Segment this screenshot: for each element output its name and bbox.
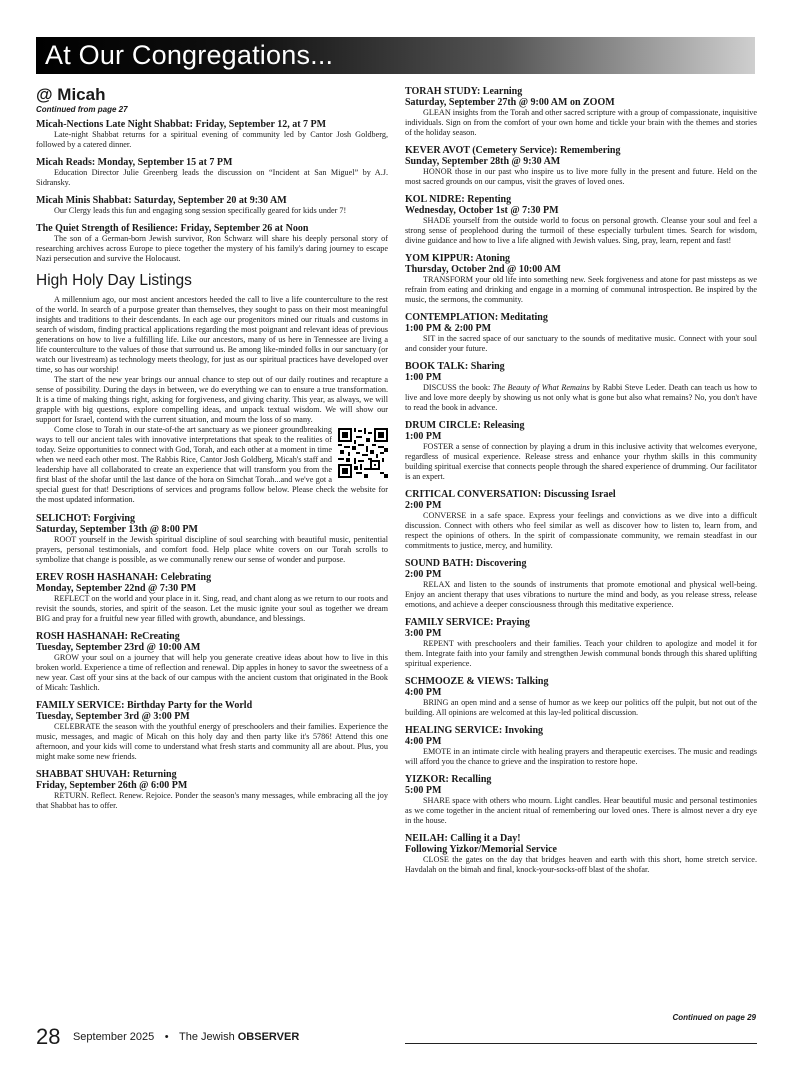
event-listing (405, 617, 757, 669)
right-events (405, 86, 757, 875)
event-title: CONTEMPLATION: Meditating (405, 312, 548, 323)
event-date: 2:00 PM (405, 500, 442, 511)
event-listing (36, 572, 388, 624)
qr-code-icon[interactable] (338, 428, 388, 478)
event-description: EMOTE in an intimate circle with healing prayers and therapeutic exercises. The music and readings will afford you the chance to grieve and the inspiration to restore hope. (405, 747, 757, 766)
event-description: GLEAN insights from the Torah and other sacred scripture with a group of compassionate, inquisitive individuals. Sign on from the comfort of your own home and tickle your brain with the themes and stories of the holiday season. (405, 108, 757, 137)
left-events (36, 513, 388, 811)
event-description: Our Clergy leads this fun and engaging song session specifically geared for kids under 7! (54, 206, 347, 215)
event-description: Late-night Shabbat returns for a spiritual evening of community led by Cantor Josh Goldberg, followed by a catered dinner. (36, 130, 388, 149)
page-footer (36, 1024, 299, 1050)
event-description: CELEBRATE the season with the youthful energy of preschoolers and their families. Experience the music, messages, and magic of Micah on this holy day and then party like it's 5786! Attend this one afternoon, and your kids will come to understand what fresh starts and community all are about. Plus, you might make some new friends. (36, 722, 388, 761)
event-listing (405, 194, 757, 246)
event-date: Tuesday, September 23rd @ 10:00 AM (36, 642, 201, 653)
event-title: SCHMOOZE & VIEWS: Talking (405, 676, 549, 687)
event-title: SELICHOT: Forgiving (36, 513, 135, 524)
event-description: RETURN. Reflect. Renew. Rejoice. Ponder the season's many messages, while embracing all the joy that Shabbat has to offer. (36, 791, 388, 810)
event-title: Micah Reads: Monday, September 15 at 7 PM (36, 157, 233, 168)
event-description: HONOR those in our past who inspire us to live more fully in the present and future. Held on the most sacred grounds on our campus, visit the graves of loved ones. (405, 167, 757, 186)
publication-name (179, 1031, 299, 1043)
event-title: NEILAH: Calling it a Day! (405, 833, 521, 844)
event-date: 1:00 PM & 2:00 PM (405, 323, 492, 334)
publication-prefix: The Jewish (179, 1031, 235, 1043)
micah-heading: @ Micah (36, 85, 106, 104)
event-date: 2:00 PM (405, 569, 442, 580)
event-date: Thursday, October 2nd @ 10:00 AM (405, 264, 561, 275)
event-title: FAMILY SERVICE: Praying (405, 617, 530, 628)
event-description: Education Director Julie Greenberg leads the discussion on “Incident at San Miguel” by A.J. Sidransky. (36, 168, 388, 187)
event-description: SHADE yourself from the outside world to focus on personal growth. Cleanse your soul and feel a strong sense of peoplehood during the turmoil of these especially turbulent times. Search for wisdom, divine guidance and how to live a life aligned with Jewish values. Sing, pray, learn, repent and fast! (405, 216, 757, 245)
event-description: TRANSFORM your old life into something new. Seek forgiveness and atone for past missteps as we refrain from eating and drinking and engage in a morning of communal introspection. Be inspired by the music, the sermons, the community. (405, 275, 757, 304)
event-description: CLOSE the gates on the day that bridges heaven and earth with this short, home stretch service. Havdalah on the bimah and final, knock-your-socks-off blast of the shofar. (405, 855, 757, 874)
event-date: 1:00 PM (405, 372, 442, 383)
event-date: 4:00 PM (405, 687, 442, 698)
event-title: BOOK TALK: Sharing (405, 361, 505, 372)
page-number: 28 (36, 1024, 61, 1049)
event-title: SHABBAT SHUVAH: Returning (36, 769, 177, 780)
event-date: Monday, September 22nd @ 7:30 PM (36, 583, 197, 594)
issue-date: September 2025 (72, 1031, 155, 1043)
event-title: SOUND BATH: Discovering (405, 558, 527, 569)
intro-paragraph: The start of the new year brings our annual chance to step out of our daily routines and recapture a sense of possibility. During the days in between, we do everything we can to ensure a true transformation. It is a time of making things right, asking for forgiveness, and giving charity. This year, as always, we will grapple with big questions, explore compelling ideas, and unpack textual wisdom. We will show our support for Israel, contend with the current situation, and mourn the loss of so many. (36, 375, 388, 424)
event-description: SIT in the sacred space of our sanctuary to the sounds of meditative music. Connect with your soul and consider your future. (405, 334, 757, 353)
event-date: 3:00 PM (405, 628, 442, 639)
continued-from-note: Continued from page 27 (36, 105, 128, 114)
event-listing (405, 725, 757, 767)
event-title: DRUM CIRCLE: Releasing (405, 420, 525, 431)
hhd-intro (36, 295, 388, 505)
event-description: ROOT yourself in the Jewish spiritual discipline of soul searching with beautiful music, penitential prayers, personal testimonials, and comfort food. Help place white covers on our Torah scrolls to symbolize that change is possible, as we communally renew our sense of wonder and purpose. (36, 535, 388, 564)
event-title: KOL NIDRE: Repenting (405, 194, 512, 205)
section-banner (36, 37, 755, 74)
event-date: Tuesday, September 3rd @ 3:00 PM (36, 711, 190, 722)
right-column (405, 86, 757, 882)
event-title: HEALING SERVICE: Invoking (405, 725, 544, 736)
event-date: 4:00 PM (405, 736, 442, 747)
event-title: Micah Minis Shabbat: Saturday, September 20 at 9:30 AM (36, 195, 287, 206)
event-description: SHARE space with others who mourn. Light candles. Hear beautiful music and personal testimonies as we come together in the ancient ritual of remembering our loved ones. There is almost never a dry eye in the house. (405, 796, 757, 825)
publication-bold: OBSERVER (237, 1031, 300, 1043)
event-date: Sunday, September 28th @ 9:30 AM (405, 156, 561, 167)
left-column (36, 86, 388, 818)
event-description: CONVERSE in a safe space. Express your feelings and convictions as we dive into a difficult discussion. Connect with others who feel similar as well as discover how to listen to, learn from, and respect the opinions of others. In the spirit of compassionate community, we remain steadfast in our commitments to justice, mercy, and humility. (405, 511, 757, 550)
event-listing (405, 361, 757, 413)
event-listing (405, 145, 757, 187)
event-listing (405, 312, 757, 354)
section-title: At Our Congregations... (45, 40, 334, 70)
event-listing (36, 700, 388, 762)
hhd-heading: High Holy Day Listings (36, 272, 192, 289)
event-date: Saturday, September 13th @ 8:00 PM (36, 524, 198, 535)
event-description: GROW your soul on a journey that will help you generate creative ideas about how to live in this broken world. Experience a time of reflection and renewal. Dip apples in honey to savor the sweetness of a new year. Cast off your sins at the back of our campus with the ancient custom that originated in the Book of Micah: Tashlich. (36, 653, 388, 692)
event-listing (36, 195, 388, 216)
event-listing (405, 253, 757, 305)
event-listing (405, 420, 757, 482)
event-description: The son of a German-born Jewish survivor, Ron Schwarz will share his deeply personal story of researching archives across Europe to piece together the mystery of his family's daring journey to escape Nazi persecution and survive the Holocaust. (36, 234, 388, 263)
event-listing (36, 223, 388, 264)
event-description: REFLECT on the world and your place in it. Sing, read, and chant along as we return to our roots and revisit the sounds, stories, and spirit of the season. Let the music ignite your soul as together we dream BIG and pray for a fruitful new year filled with growth, abundance, and blessings. (36, 594, 388, 623)
event-listing (405, 676, 757, 718)
event-date: Friday, September 26th @ 6:00 PM (36, 780, 188, 791)
event-date: Following Yizkor/Memorial Service (405, 844, 557, 855)
event-listing (36, 769, 388, 811)
event-title: YOM KIPPUR: Atoning (405, 253, 510, 264)
event-date: Saturday, September 27th @ 9:00 AM on ZOOM (405, 97, 615, 108)
footer-bullet: • (164, 1031, 169, 1043)
event-title: FAMILY SERVICE: Birthday Party for the World (36, 700, 253, 711)
event-listing (36, 157, 388, 188)
intro-paragraph: Come close to Torah in our state-of-the art sanctuary as we pioneer groundbreaking ways to tell our ancient tales with innovative interpretations that speak to the realities of today. Seize opportunities to connect with God, Torah, and each other at a moment in time when we need each other most. The Rabbis Rice, Cantor Josh Goldberg, Micah's staff and leadership have all collaborated to create an experience that will transform you from the first blast of the shofar until the last dance of the hora on Simchat Torah...and we've got a special guest for that! Descriptions of services and programs follow below. Please check the website for the most updated information. (36, 425, 388, 504)
event-description: BRING an open mind and a sense of humor as we keep our politics off the pulpit, but not out of the building. All opinions are welcomed at this lay-led political discussion. (405, 698, 757, 717)
event-title: ROSH HASHANAH: ReCreating (36, 631, 180, 642)
event-listing (36, 513, 388, 565)
event-listing (405, 774, 757, 826)
continued-on-note: Continued on page 29 (672, 1013, 756, 1022)
event-listing (36, 631, 388, 693)
footer-rule (405, 1043, 757, 1044)
event-title: EREV ROSH HASHANAH: Celebrating (36, 572, 212, 583)
intro-paragraph: A millennium ago, our most ancient ancestors heeded the call to live a life counterculture to the rest of the world. In search of a purpose greater than themselves, they sought to pass on their most meaningful insights and traditions to their descendants. In each age our progenitors mined our rituals and customs in search of wisdom, finding practical applications regarding the most poignant and relevant ideas of previous generations on how to live a fulfilling life. Like our ancestors, many of us here in Tennessee are living a life counterculture to the values of those that surround us. Be among like-minded folks in our sanctuary (or watch our livestream) as technology meets theology, for just as our spiritual practices have developed over time, so has our worship! (36, 295, 388, 374)
event-listing (36, 119, 388, 150)
event-description: DISCUSS the book: The Beauty of What Remains by Rabbi Steve Leder. Death can teach us how to live and love more deeply by showing us not only what is gone but also what remains? No, you don't have to read the book in advance. (405, 383, 757, 412)
event-description: RELAX and listen to the sounds of instruments that promote emotional and physical well-being. Enjoy an ancient therapy that uses vibrations to nurture the mind and body, as you release stress, release emotions, and achieve a deeper consciousness through this meditative experience. (405, 580, 757, 609)
event-title: TORAH STUDY: Learning (405, 86, 523, 97)
micah-items (36, 119, 388, 264)
event-listing (405, 489, 757, 551)
event-description: REPENT with preschoolers and their families. Teach your children to apologize and model it for them. Integrate faith into your family and strengthen Jewish communal bonds through this shared uplifting spiritual experience. (405, 639, 757, 668)
event-title: KEVER AVOT (Cemetery Service): Remembering (405, 145, 621, 156)
event-title: YIZKOR: Recalling (405, 774, 492, 785)
intro-paragraph-with-qr (36, 425, 388, 505)
event-date: 1:00 PM (405, 431, 442, 442)
event-date: 5:00 PM (405, 785, 442, 796)
event-listing (405, 833, 757, 875)
event-description: FOSTER a sense of connection by playing a drum in this inclusive activity that welcomes everyone, regardless of musical experience. Release stress and enhance your rhythm skills in this community building spiritual exercise that connects people through the shared experience of drumming. Our facilitator is an expert. (405, 442, 757, 481)
event-title: The Quiet Strength of Resilience: Friday, September 26 at Noon (36, 223, 309, 234)
event-listing (405, 558, 757, 610)
event-listing (405, 86, 757, 138)
event-title: Micah-Nections Late Night Shabbat: Friday, September 12, at 7 PM (36, 119, 327, 130)
event-title: CRITICAL CONVERSATION: Discussing Israel (405, 489, 616, 500)
event-date: Wednesday, October 1st @ 7:30 PM (405, 205, 559, 216)
